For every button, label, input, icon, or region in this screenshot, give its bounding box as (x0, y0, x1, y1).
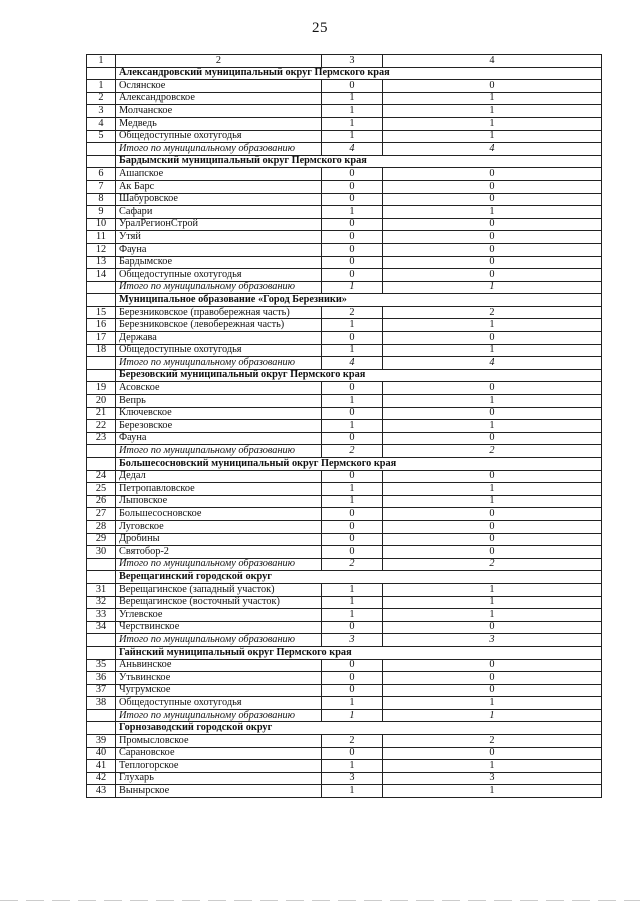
value-col3: 3 (322, 772, 383, 785)
value-col3: 1 (322, 596, 383, 609)
row-number: 5 (87, 130, 116, 143)
table-row (87, 546, 602, 559)
value-col3: 1 (322, 395, 383, 408)
row-number: 33 (87, 609, 116, 622)
subtotal-value-col3: 2 (322, 558, 383, 571)
value-col3: 0 (322, 243, 383, 256)
value-col3: 0 (322, 332, 383, 345)
table-row (87, 735, 602, 748)
value-col3: 1 (322, 117, 383, 130)
value-col4: 0 (383, 332, 602, 345)
table-body (87, 55, 602, 798)
hunting-ground-name: Петропавловское (116, 483, 322, 496)
value-col4: 1 (383, 105, 602, 118)
value-col3: 1 (322, 609, 383, 622)
value-col4: 0 (383, 407, 602, 420)
value-col3: 0 (322, 180, 383, 193)
value-col4: 0 (383, 508, 602, 521)
hunting-ground-name: Держава (116, 332, 322, 345)
row-number: 38 (87, 697, 116, 710)
hunting-ground-name: Асовское (116, 382, 322, 395)
value-col3: 0 (322, 231, 383, 244)
section-header-row (87, 369, 602, 382)
section-title: Александровский муниципальный округ Пермского края (116, 67, 602, 80)
table-row (87, 596, 602, 609)
value-col4: 1 (383, 92, 602, 105)
value-col4: 1 (383, 344, 602, 357)
table-row (87, 520, 602, 533)
value-col3: 0 (322, 168, 383, 181)
hunting-ground-name: Луговское (116, 520, 322, 533)
value-col3: 0 (322, 407, 383, 420)
value-col4: 0 (383, 470, 602, 483)
value-col3: 0 (322, 269, 383, 282)
row-number-cell (87, 143, 116, 156)
hunting-ground-name: Ашапское (116, 168, 322, 181)
row-number: 28 (87, 520, 116, 533)
subtotal-label: Итого по муниципальному образованию (116, 634, 322, 647)
row-number: 21 (87, 407, 116, 420)
table-row (87, 395, 602, 408)
value-col4: 0 (383, 546, 602, 559)
subtotal-value-col3: 4 (322, 143, 383, 156)
value-col3: 0 (322, 193, 383, 206)
table-row (87, 420, 602, 433)
value-col3: 2 (322, 735, 383, 748)
hunting-ground-name: Ослянское (116, 80, 322, 93)
subtotal-value-col4: 1 (383, 709, 602, 722)
hunting-ground-name: Лыповское (116, 495, 322, 508)
row-number-cell (87, 458, 116, 471)
table-row (87, 621, 602, 634)
row-number: 37 (87, 684, 116, 697)
row-number-cell (87, 571, 116, 584)
hunting-ground-name: Углевское (116, 609, 322, 622)
row-number: 40 (87, 747, 116, 760)
value-col3: 1 (322, 206, 383, 219)
subtotal-value-col3: 3 (322, 634, 383, 647)
value-col3: 0 (322, 508, 383, 521)
subtotal-value-col4: 2 (383, 445, 602, 458)
row-number: 6 (87, 168, 116, 181)
row-number: 24 (87, 470, 116, 483)
subtotal-row (87, 357, 602, 370)
value-col4: 1 (383, 785, 602, 798)
value-col4: 0 (383, 747, 602, 760)
table-row (87, 432, 602, 445)
value-col4: 0 (383, 218, 602, 231)
section-header-row (87, 155, 602, 168)
value-col3: 1 (322, 785, 383, 798)
row-number: 2 (87, 92, 116, 105)
value-col3: 0 (322, 621, 383, 634)
section-title: Муниципальное образование «Город Березники» (116, 294, 602, 307)
subtotal-row (87, 558, 602, 571)
row-number: 36 (87, 672, 116, 685)
subtotal-value-col4: 4 (383, 357, 602, 370)
table-row (87, 206, 602, 219)
row-number-cell (87, 646, 116, 659)
row-number-cell (87, 155, 116, 168)
value-col4: 1 (383, 395, 602, 408)
hunting-ground-name: Сафари (116, 206, 322, 219)
hunting-ground-name: Вынырское (116, 785, 322, 798)
row-number: 35 (87, 659, 116, 672)
section-title: Большесосновский муниципальный округ Пермского края (116, 458, 602, 471)
hunting-ground-name: Дробины (116, 533, 322, 546)
value-col4: 1 (383, 760, 602, 773)
table-row (87, 306, 602, 319)
row-number: 26 (87, 495, 116, 508)
value-col4: 0 (383, 684, 602, 697)
row-number: 29 (87, 533, 116, 546)
value-col3: 1 (322, 344, 383, 357)
table-row (87, 344, 602, 357)
value-col3: 1 (322, 130, 383, 143)
hunting-ground-name: Утяй (116, 231, 322, 244)
table-row (87, 785, 602, 798)
value-col4: 1 (383, 206, 602, 219)
value-col4: 1 (383, 483, 602, 496)
table-row (87, 256, 602, 269)
subtotal-label: Итого по муниципальному образованию (116, 709, 322, 722)
row-number: 42 (87, 772, 116, 785)
row-number: 14 (87, 269, 116, 282)
table-row (87, 80, 602, 93)
hunting-ground-name: Березовское (116, 420, 322, 433)
table-row (87, 772, 602, 785)
value-col4: 0 (383, 432, 602, 445)
hunting-ground-name: Вепрь (116, 395, 322, 408)
hunting-ground-name: Черствинское (116, 621, 322, 634)
row-number: 9 (87, 206, 116, 219)
subtotal-value-col3: 2 (322, 445, 383, 458)
row-number-cell (87, 294, 116, 307)
hunting-ground-name: Фауна (116, 243, 322, 256)
row-number: 8 (87, 193, 116, 206)
page-bottom-edge (0, 900, 640, 901)
row-number-cell (87, 722, 116, 735)
row-number: 12 (87, 243, 116, 256)
table-row (87, 117, 602, 130)
hunting-grounds-table (86, 54, 602, 798)
hunting-ground-name: Сарановское (116, 747, 322, 760)
hunting-ground-name: Общедоступные охотугодья (116, 130, 322, 143)
row-number-cell (87, 357, 116, 370)
table-row (87, 319, 602, 332)
hunting-ground-name: Ак Барс (116, 180, 322, 193)
row-number: 25 (87, 483, 116, 496)
table-row (87, 508, 602, 521)
row-number: 23 (87, 432, 116, 445)
section-header-row (87, 571, 602, 584)
value-col3: 2 (322, 306, 383, 319)
table-row (87, 483, 602, 496)
value-col4: 3 (383, 772, 602, 785)
row-number: 10 (87, 218, 116, 231)
value-col3: 1 (322, 583, 383, 596)
row-number-cell (87, 558, 116, 571)
hunting-ground-name: Александровское (116, 92, 322, 105)
hunting-ground-name: Медведь (116, 117, 322, 130)
table-row (87, 533, 602, 546)
subtotal-row (87, 445, 602, 458)
hunting-ground-name: Общедоступные охотугодья (116, 344, 322, 357)
row-number-cell (87, 709, 116, 722)
subtotal-row (87, 143, 602, 156)
section-title: Верещагинский городской округ (116, 571, 602, 584)
row-number: 7 (87, 180, 116, 193)
table-row (87, 470, 602, 483)
hunting-ground-name: Аньвинское (116, 659, 322, 672)
row-number: 43 (87, 785, 116, 798)
hunting-ground-name: Верещагинское (западный участок) (116, 583, 322, 596)
table-row (87, 332, 602, 345)
row-number-cell (87, 281, 116, 294)
table-row (87, 231, 602, 244)
hunting-ground-name: Утьвинское (116, 672, 322, 685)
value-col3: 1 (322, 105, 383, 118)
subtotal-label: Итого по муниципальному образованию (116, 558, 322, 571)
value-col4: 0 (383, 659, 602, 672)
table-row (87, 672, 602, 685)
row-number: 16 (87, 319, 116, 332)
value-col4: 0 (383, 193, 602, 206)
row-number: 19 (87, 382, 116, 395)
value-col4: 1 (383, 117, 602, 130)
column-header: 4 (383, 55, 602, 68)
value-col3: 0 (322, 520, 383, 533)
section-header-row (87, 646, 602, 659)
section-header-row (87, 722, 602, 735)
row-number: 39 (87, 735, 116, 748)
hunting-ground-name: Промысловское (116, 735, 322, 748)
row-number: 30 (87, 546, 116, 559)
row-number: 11 (87, 231, 116, 244)
value-col3: 1 (322, 420, 383, 433)
value-col4: 0 (383, 231, 602, 244)
row-number: 41 (87, 760, 116, 773)
row-number: 27 (87, 508, 116, 521)
table-row (87, 583, 602, 596)
value-col3: 1 (322, 92, 383, 105)
row-number: 17 (87, 332, 116, 345)
value-col4: 1 (383, 609, 602, 622)
value-col4: 1 (383, 697, 602, 710)
row-number-cell (87, 67, 116, 80)
hunting-ground-name: УралРегионСтрой (116, 218, 322, 231)
value-col3: 0 (322, 672, 383, 685)
hunting-ground-name: Дедал (116, 470, 322, 483)
subtotal-label: Итого по муниципальному образованию (116, 357, 322, 370)
hunting-ground-name: Теплогорское (116, 760, 322, 773)
subtotal-value-col3: 1 (322, 281, 383, 294)
subtotal-value-col4: 1 (383, 281, 602, 294)
table-row (87, 684, 602, 697)
table-row (87, 168, 602, 181)
hunting-ground-name: Святобор-2 (116, 546, 322, 559)
row-number: 15 (87, 306, 116, 319)
value-col4: 0 (383, 168, 602, 181)
row-number: 22 (87, 420, 116, 433)
hunting-ground-name: Глухарь (116, 772, 322, 785)
hunting-ground-name: Чугрумское (116, 684, 322, 697)
table-row (87, 382, 602, 395)
value-col3: 0 (322, 218, 383, 231)
row-number-cell (87, 634, 116, 647)
table-row (87, 659, 602, 672)
value-col3: 1 (322, 483, 383, 496)
value-col4: 2 (383, 735, 602, 748)
value-col4: 1 (383, 495, 602, 508)
value-col3: 1 (322, 760, 383, 773)
row-number-cell (87, 369, 116, 382)
value-col4: 0 (383, 80, 602, 93)
page-number: 25 (312, 20, 328, 36)
hunting-ground-name: Верещагинское (восточный участок) (116, 596, 322, 609)
table-row (87, 269, 602, 282)
table-row (87, 180, 602, 193)
table-row (87, 193, 602, 206)
section-title: Березовский муниципальный округ Пермского края (116, 369, 602, 382)
table-row (87, 760, 602, 773)
value-col4: 0 (383, 533, 602, 546)
value-col4: 0 (383, 382, 602, 395)
section-header-row (87, 458, 602, 471)
row-number: 18 (87, 344, 116, 357)
column-header: 2 (116, 55, 322, 68)
value-col4: 1 (383, 130, 602, 143)
subtotal-value-col4: 2 (383, 558, 602, 571)
value-col3: 0 (322, 747, 383, 760)
hunting-ground-name: Ключевское (116, 407, 322, 420)
value-col4: 0 (383, 180, 602, 193)
row-number: 20 (87, 395, 116, 408)
value-col4: 0 (383, 621, 602, 634)
subtotal-label: Итого по муниципальному образованию (116, 445, 322, 458)
value-col4: 1 (383, 583, 602, 596)
row-number: 4 (87, 117, 116, 130)
hunting-ground-name: Березниковское (правобережная часть) (116, 306, 322, 319)
value-col4: 0 (383, 269, 602, 282)
row-number: 3 (87, 105, 116, 118)
hunting-ground-name: Общедоступные охотугодья (116, 697, 322, 710)
section-header-row (87, 294, 602, 307)
section-title: Гайнский муниципальный округ Пермского края (116, 646, 602, 659)
row-number-cell (87, 445, 116, 458)
hunting-ground-name: Бардымское (116, 256, 322, 269)
hunting-ground-name: Березниковское (левобережная часть) (116, 319, 322, 332)
column-header: 1 (87, 55, 116, 68)
table-row (87, 407, 602, 420)
value-col3: 0 (322, 533, 383, 546)
table-row (87, 609, 602, 622)
subtotal-value-col3: 4 (322, 357, 383, 370)
table-row (87, 495, 602, 508)
table-row (87, 218, 602, 231)
value-col3: 0 (322, 684, 383, 697)
value-col3: 0 (322, 80, 383, 93)
hunting-ground-name: Большесосновское (116, 508, 322, 521)
value-col4: 0 (383, 520, 602, 533)
subtotal-value-col4: 3 (383, 634, 602, 647)
value-col4: 1 (383, 420, 602, 433)
subtotal-row (87, 709, 602, 722)
table-row (87, 747, 602, 760)
section-title: Бардымский муниципальный округ Пермского края (116, 155, 602, 168)
value-col3: 0 (322, 659, 383, 672)
column-header-row (87, 55, 602, 68)
row-number: 34 (87, 621, 116, 634)
hunting-ground-name: Шабуровское (116, 193, 322, 206)
section-title: Горнозаводский городской округ (116, 722, 602, 735)
value-col4: 0 (383, 243, 602, 256)
row-number: 31 (87, 583, 116, 596)
table-row (87, 130, 602, 143)
value-col3: 1 (322, 697, 383, 710)
subtotal-value-col4: 4 (383, 143, 602, 156)
table-row (87, 243, 602, 256)
table-row (87, 697, 602, 710)
table-row (87, 105, 602, 118)
hunting-ground-name: Фауна (116, 432, 322, 445)
value-col3: 0 (322, 432, 383, 445)
value-col3: 0 (322, 546, 383, 559)
hunting-ground-name: Общедоступные охотугодья (116, 269, 322, 282)
value-col4: 1 (383, 596, 602, 609)
value-col3: 0 (322, 470, 383, 483)
value-col3: 1 (322, 495, 383, 508)
value-col3: 0 (322, 382, 383, 395)
section-header-row (87, 67, 602, 80)
subtotal-value-col3: 1 (322, 709, 383, 722)
hunting-ground-name: Молчанское (116, 105, 322, 118)
value-col4: 0 (383, 256, 602, 269)
value-col4: 2 (383, 306, 602, 319)
row-number: 13 (87, 256, 116, 269)
row-number: 32 (87, 596, 116, 609)
value-col4: 1 (383, 319, 602, 332)
row-number: 1 (87, 80, 116, 93)
value-col4: 0 (383, 672, 602, 685)
subtotal-row (87, 281, 602, 294)
subtotal-label: Итого по муниципальному образованию (116, 281, 322, 294)
value-col3: 1 (322, 319, 383, 332)
table-row (87, 92, 602, 105)
subtotal-label: Итого по муниципальному образованию (116, 143, 322, 156)
column-header: 3 (322, 55, 383, 68)
value-col3: 0 (322, 256, 383, 269)
subtotal-row (87, 634, 602, 647)
